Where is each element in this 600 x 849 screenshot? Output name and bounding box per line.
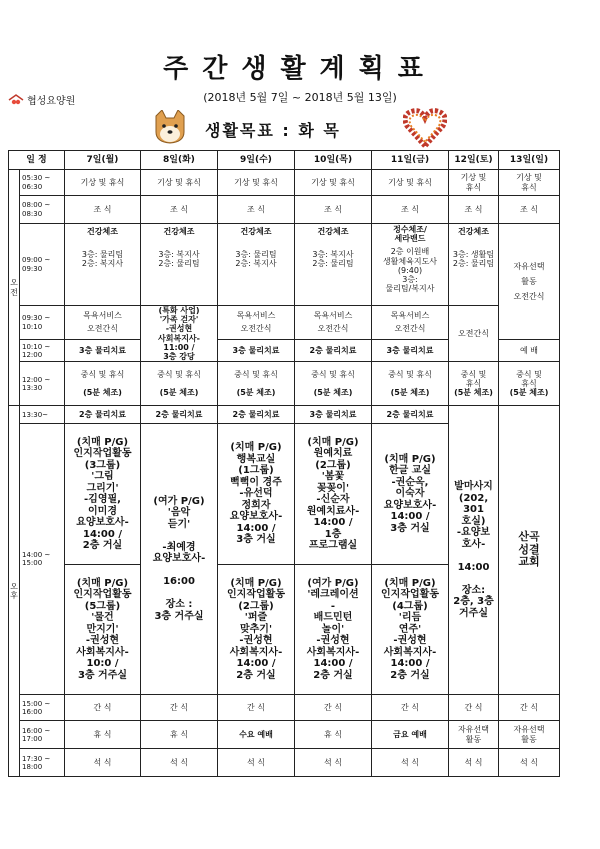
- page-title: 주간생활계획표: [163, 54, 437, 84]
- schedule-cell: [295, 224, 372, 306]
- exercise-staff: 3층: 생활팀 2층: 물리팀: [452, 250, 495, 269]
- schedule-cell: 기상 및 휴식: [65, 170, 141, 196]
- schedule-cell: 자유선택 활동: [499, 721, 560, 749]
- schedule-cell: 간 식: [372, 695, 449, 721]
- schedule-cell: 기상 및 휴식: [449, 170, 499, 196]
- schedule-cell: 발마사지 (202, 301 호실) -요양보 호사- 14:00 장소: 2층, 3층 거주실: [449, 406, 499, 695]
- program-cell: (치매 P/G) 인지작업활동 (2그룹) '퍼즐 맞추기' -권성현 사회복지사- 14:00 / 2층 거실: [218, 565, 295, 695]
- exercise-note: (5분 체조): [313, 387, 353, 397]
- pm-label: 오 후: [9, 406, 20, 777]
- schedule-cell: 목욕서비스 오전간식: [218, 306, 295, 340]
- shiba-dog-icon: [150, 110, 190, 144]
- day-header-thu: 10일(목): [295, 151, 372, 170]
- schedule-header: 일 정: [9, 151, 65, 170]
- schedule-cell: 2층 물리치료: [65, 406, 141, 424]
- schedule-cell: 2층 물리치료: [141, 406, 218, 424]
- am-label: 오 전: [9, 170, 20, 406]
- schedule-cell: [65, 224, 141, 306]
- program-cell: (치매 P/G) 원예치료 (2그룹) '봄꽃 꽂꽂이' -신순자 원예치료사- 14:00 / 1층 프로그램실: [295, 424, 372, 565]
- schedule-cell: 조 식: [65, 196, 141, 224]
- table-row: [9, 196, 560, 224]
- schedule-cell: [372, 224, 449, 306]
- schedule-cell: 석 식: [218, 749, 295, 777]
- schedule-cell: 자유선택 활동 오전간식: [499, 224, 560, 340]
- header-row: [9, 151, 560, 170]
- schedule-cell: [449, 224, 499, 306]
- schedule-cell: 조 식: [218, 196, 295, 224]
- schedule-cell: 기상 및 휴식: [372, 170, 449, 196]
- program-cell: (여가 P/G) '레크레이션 - 배드민턴 놀이' -권성현 사회복지사- 14:00 / 2층 거실: [295, 565, 372, 695]
- program-cell: (치매 P/G) 한글 교실 -권순옥, 이숙자 요양보호사- 14:00 / 3층 거실: [372, 424, 449, 565]
- exercise-title: 정수체조/ 세라밴드: [393, 225, 427, 244]
- lunch-label: 중식 및 휴식: [516, 369, 542, 389]
- exercise-note: (5분 체조): [390, 387, 430, 397]
- time-cell: 12:00 ~ 13:30: [20, 362, 65, 406]
- schedule-cell: [65, 362, 141, 406]
- table-row: [9, 721, 560, 749]
- program-cell: (치매 P/G) 인지작업활동 (4그룹) '리듬 연주' -권성현 사회복지사- 14:00 / 2층 거실: [372, 565, 449, 695]
- schedule-cell: 3층 물리치료: [65, 340, 141, 362]
- lunch-label: 중식 및 휴식: [80, 370, 125, 380]
- schedule-cell: 기상 및 휴식: [218, 170, 295, 196]
- goal-banner: [145, 108, 455, 144]
- schedule-cell: 금요 예배: [372, 721, 449, 749]
- table-row: [9, 695, 560, 721]
- life-goal: 생활목표 : 화 목: [205, 121, 341, 140]
- schedule-cell: 석 식: [372, 749, 449, 777]
- schedule-cell: 3층 물리치료: [372, 340, 449, 362]
- schedule-cell: 석 식: [295, 749, 372, 777]
- program-cell: (여가 P/G) '음악 듣기' -최예경 요양보호사- 16:00 장소 : 3층 거주실: [141, 424, 218, 695]
- lunch-label: 중식 및 휴식: [234, 370, 278, 380]
- schedule-cell: 휴 식: [65, 721, 141, 749]
- schedule-cell: 간 식: [218, 695, 295, 721]
- schedule-cell: 2층 물리치료: [372, 406, 449, 424]
- table-row: [9, 362, 560, 406]
- day-header-mon: 7일(월): [65, 151, 141, 170]
- schedule-cell: 오전간식: [449, 306, 499, 362]
- day-header-sat: 12일(토): [449, 151, 499, 170]
- schedule-cell: 석 식: [65, 749, 141, 777]
- schedule-cell: 2층 물리치료: [218, 406, 295, 424]
- schedule-cell: 3층 물리치료: [218, 340, 295, 362]
- time-cell: 13:30~: [20, 406, 65, 424]
- lunch-label: 중식 및 휴식: [157, 370, 201, 380]
- schedule-cell: 2층 물리치료: [295, 340, 372, 362]
- table-row: [9, 224, 560, 306]
- schedule-cell: 기상 및 휴식: [141, 170, 218, 196]
- exercise-note: (5분 체조): [236, 387, 276, 397]
- time-cell: 10:10 ~ 12:00: [20, 340, 65, 362]
- schedule-cell: [499, 362, 560, 406]
- schedule-cell: 조 식: [449, 196, 499, 224]
- schedule-cell: 예 배: [499, 340, 560, 362]
- schedule-cell: 석 식: [499, 749, 560, 777]
- schedule-cell: [449, 362, 499, 406]
- exercise-title: 건강체조: [458, 227, 489, 236]
- program-cell: (치매 P/G) 행복교실 (1그룹) 뻑뻑이 경주 -유선덕 정희자 요양보호사- 14:00 / 3층 거실: [218, 424, 295, 565]
- day-header-wed: 9일(수): [218, 151, 295, 170]
- schedule-cell: 기상 및 휴식: [295, 170, 372, 196]
- day-header-tue: 8일(화): [141, 151, 218, 170]
- lunch-label: 중식 및 휴식: [311, 370, 355, 380]
- flower-heart-icon: [403, 108, 447, 148]
- schedule-cell: 목욕서비스 오전간식: [65, 306, 141, 340]
- table-row: [9, 749, 560, 777]
- program-cell: (치매 P/G) 인지작업활동 (3그룹) '그림 그리기' -김영필, 이미경 요양보호사- 14:00 / 2층 거실: [65, 424, 141, 565]
- schedule-cell: 조 식: [141, 196, 218, 224]
- exercise-note: (5분 체조): [454, 388, 493, 398]
- day-header-sun: 13일(일): [499, 151, 560, 170]
- weekly-schedule-table: [8, 150, 560, 777]
- exercise-staff: 3층: 복지사 2층: 물리팀: [158, 250, 200, 269]
- schedule-cell: 기상 및 휴식: [499, 170, 560, 196]
- time-cell: 17:30 ~ 18:00: [20, 749, 65, 777]
- lunch-label: 중식 및 휴식: [388, 370, 432, 380]
- schedule-cell: [372, 362, 449, 406]
- lunch-label: 중식 및 휴식: [460, 369, 487, 389]
- table-row: [9, 406, 560, 424]
- schedule-cell: 조 식: [499, 196, 560, 224]
- schedule-cell: 자유선택 활동: [449, 721, 499, 749]
- schedule-cell: 간 식: [295, 695, 372, 721]
- time-cell: 14:00 ~ 15:00: [20, 424, 65, 695]
- time-cell: 16:00 ~ 17:00: [20, 721, 65, 749]
- schedule-cell: 3층 물리치료: [295, 406, 372, 424]
- time-cell: 09:00 ~ 09:30: [20, 224, 65, 306]
- exercise-note: (5분 체조): [159, 387, 199, 397]
- exercise-title: 건강체조: [163, 227, 195, 236]
- schedule-cell: 휴 식: [141, 721, 218, 749]
- exercise-note: (5분 체조): [509, 388, 549, 398]
- schedule-cell: 간 식: [65, 695, 141, 721]
- schedule-cell: 석 식: [141, 749, 218, 777]
- time-cell: 08:00 ~ 08:30: [20, 196, 65, 224]
- time-cell: 09:30 ~ 10:10: [20, 306, 65, 340]
- schedule-cell: [141, 362, 218, 406]
- schedule-cell: 조 식: [295, 196, 372, 224]
- schedule-cell: 목욕서비스 오전간식: [372, 306, 449, 340]
- time-cell: 05:30 ~ 06:30: [20, 170, 65, 196]
- schedule-cell: [218, 224, 295, 306]
- program-cell: (치매 P/G) 인지작업활동 (5그룹) '물건 만지기' -권성현 사회복지사- 10:0 / 3층 거주실: [65, 565, 141, 695]
- schedule-cell: 간 식: [141, 695, 218, 721]
- period-text: (2018년 5월 7일 ~ 2018년 5월 13일): [203, 91, 397, 104]
- exercise-title: 건강체조: [240, 227, 272, 236]
- exercise-title: 건강체조: [317, 227, 349, 236]
- table-row: [9, 170, 560, 196]
- schedule-cell: (특화 사업) '가족 걷자' -권성현 사회복지사- 11:00 / 3층 강당: [141, 306, 218, 362]
- day-header-fri: 11일(금): [372, 151, 449, 170]
- exercise-note: (5분 체조): [83, 387, 122, 397]
- exercise-title: 건강체조: [87, 227, 118, 236]
- schedule-cell: 석 식: [449, 749, 499, 777]
- schedule-cell: 산곡 성결 교회: [499, 406, 560, 695]
- exercise-staff: 3층: 물리팀 2층: 복지사: [235, 250, 277, 269]
- schedule-cell: [295, 362, 372, 406]
- table-row: [9, 306, 560, 340]
- schedule-cell: 조 식: [372, 196, 449, 224]
- schedule-cell: 간 식: [449, 695, 499, 721]
- time-cell: 15:00 ~ 16:00: [20, 695, 65, 721]
- schedule-cell: [141, 224, 218, 306]
- schedule-cell: [218, 362, 295, 406]
- schedule-cell: 수요 예배: [218, 721, 295, 749]
- schedule-cell: 간 식: [499, 695, 560, 721]
- exercise-staff: 3층: 복지사 2층: 물리팀: [312, 250, 354, 269]
- schedule-cell: 목욕서비스 오전간식: [295, 306, 372, 340]
- org-name: 협성요양원: [27, 96, 76, 107]
- exercise-staff: 3층: 물리팀 2층: 복지사: [81, 250, 124, 269]
- schedule-cell: 휴 식: [295, 721, 372, 749]
- exercise-staff: 2층 이원배 생활체육지도사 (9:40) 3층: 물리팀/복지사: [382, 247, 438, 294]
